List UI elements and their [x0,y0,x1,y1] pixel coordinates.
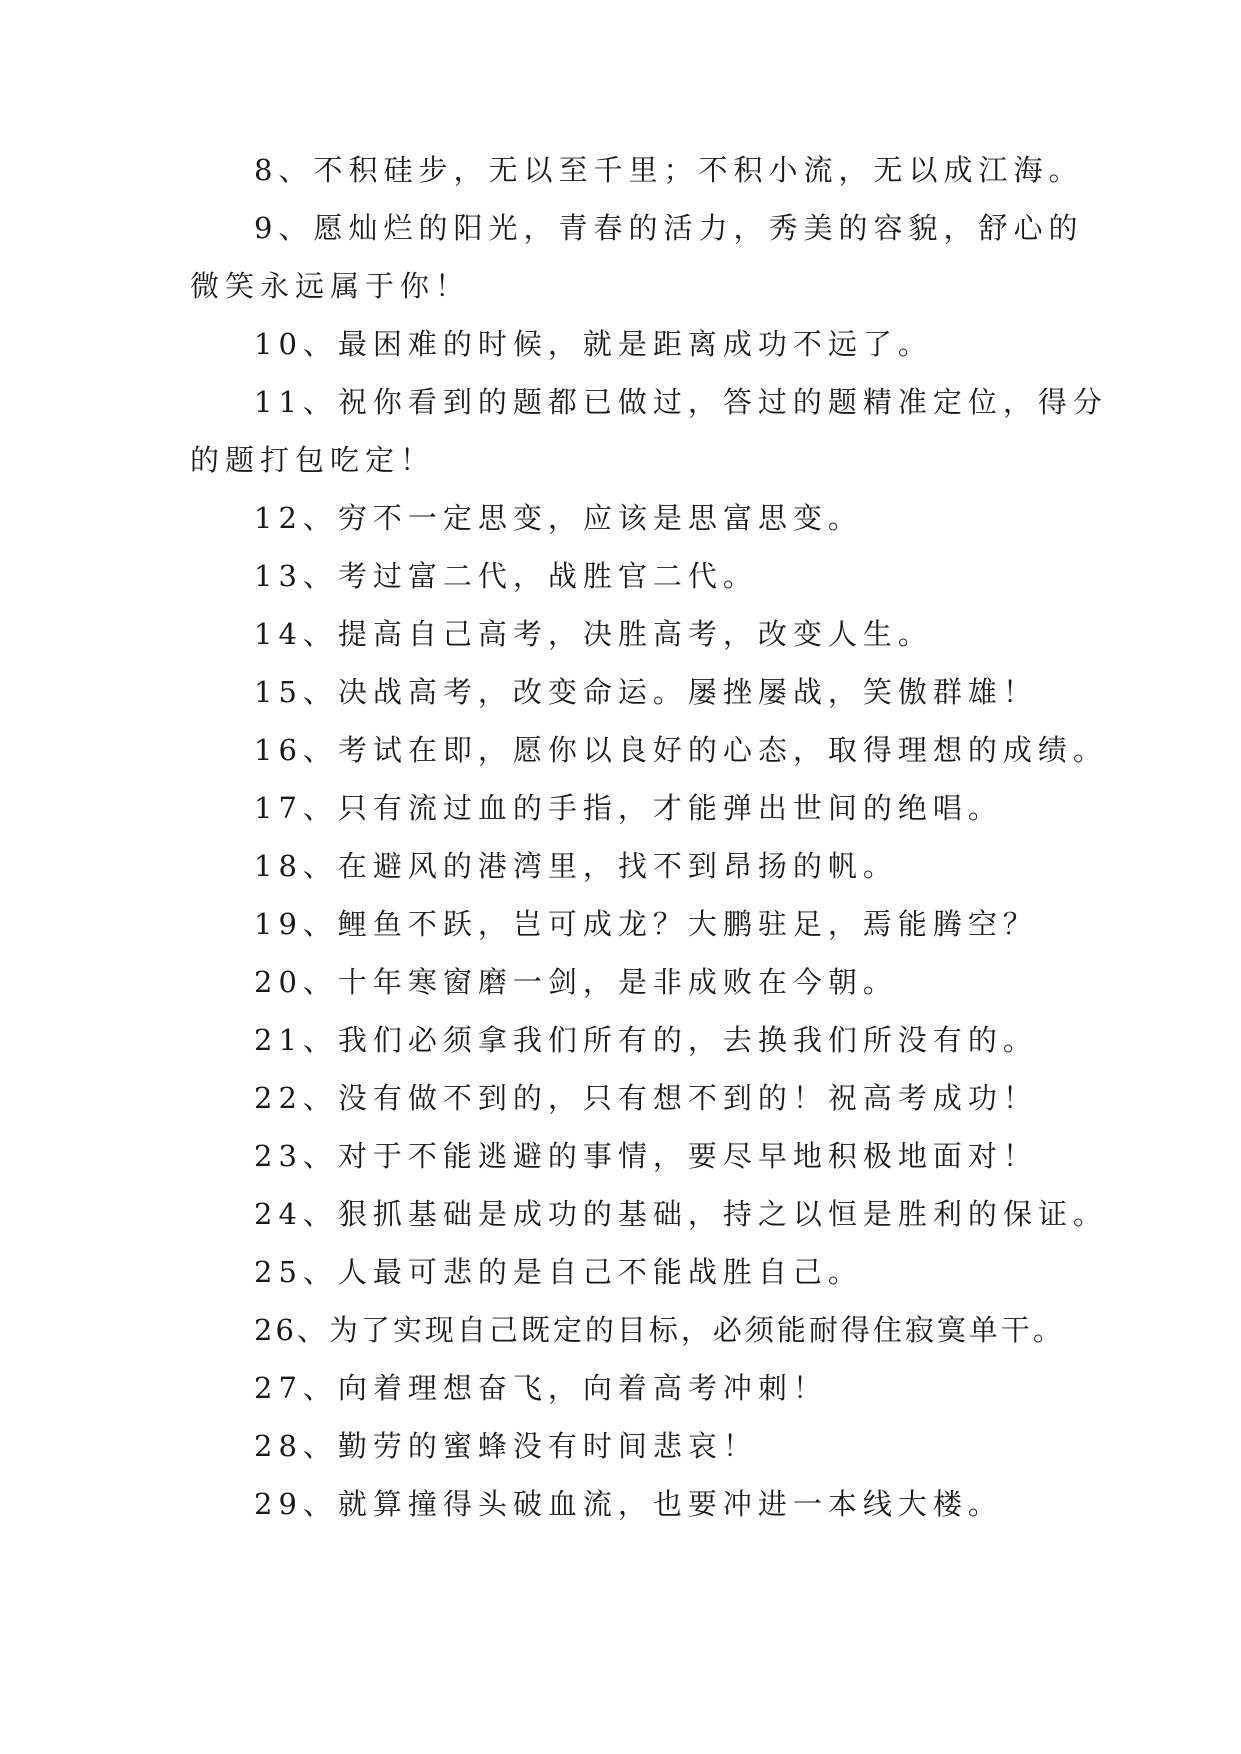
text-line-item-22: 22、没有做不到的，只有想不到的！祝高考成功！ [254,1081,1038,1115]
text-line-item-13: 13、考过富二代，战胜官二代。 [254,559,758,593]
text-line-item-8: 8、不积硅步，无以至千里；不积小流，无以成江海。 [254,153,1084,187]
text-line-item-21: 21、我们必须拿我们所有的，去换我们所没有的。 [254,1023,1038,1057]
text-line-item-25: 25、人最可悲的是自己不能战胜自己。 [254,1255,863,1289]
text-line-item-15: 15、决战高考，改变命运。屡挫屡战，笑傲群雄！ [254,675,1038,709]
text-line-item-9: 9、愿灿烂的阳光，青春的活力，秀美的容貌，舒心的 [254,211,1084,245]
text-line-item-10: 10、最困难的时候，就是距离成功不远了。 [254,327,933,361]
text-line-item-28: 28、勤劳的蜜蜂没有时间悲哀！ [254,1429,758,1463]
text-line-item-29: 29、就算撞得头破血流，也要冲进一本线大楼。 [254,1487,1003,1521]
text-line-item-9-continued: 微笑永远属于你！ [190,269,471,303]
text-line-item-26: 26、为了实现自己既定的目标，必须能耐得住寂寞单干。 [254,1313,1065,1347]
text-line-item-11: 11、祝你看到的题都已做过，答过的题精准定位，得分 [254,385,1108,419]
text-line-item-27: 27、向着理想奋飞，向着高考冲刺！ [254,1371,828,1405]
text-line-item-23: 23、对于不能逃避的事情，要尽早地积极地面对！ [254,1139,1038,1173]
text-line-item-17: 17、只有流过血的手指，才能弹出世间的绝唱。 [254,791,1003,825]
text-line-item-20: 20、十年寒窗磨一剑，是非成败在今朝。 [254,965,898,999]
text-line-item-12: 12、穷不一定思变，应该是思富思变。 [254,501,863,535]
text-line-item-14: 14、提高自己高考，决胜高考，改变人生。 [254,617,933,651]
text-line-item-18: 18、在避风的港湾里，找不到昂扬的帆。 [254,849,898,883]
text-line-item-19: 19、鲤鱼不跃，岂可成龙？大鹏驻足，焉能腾空？ [254,907,1038,941]
text-line-item-16: 16、考试在即，愿你以良好的心态，取得理想的成绩。 [254,733,1108,767]
text-line-item-24: 24、狠抓基础是成功的基础，持之以恒是胜利的保证。 [254,1197,1108,1231]
text-line-item-11-continued: 的题打包吃定！ [190,443,436,477]
